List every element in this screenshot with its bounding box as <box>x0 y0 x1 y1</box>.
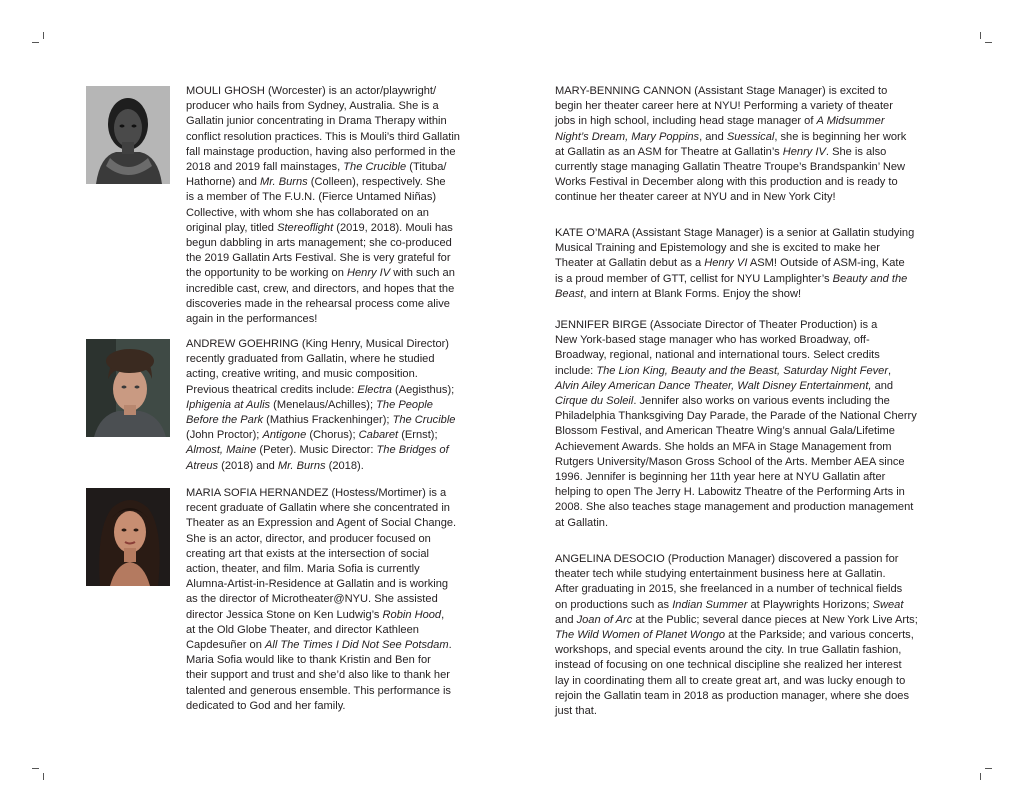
italic-title: Cirque du Soleil <box>555 395 634 408</box>
bio-text: incredible cast, crew, and directors, and hopes that the <box>186 282 455 295</box>
headshot-maria-sofia-hernandez <box>86 488 170 586</box>
italic-title: The Crucible <box>392 414 456 427</box>
crop-mark <box>985 768 992 769</box>
italic-title: Suessical <box>726 130 775 143</box>
crop-mark <box>980 773 981 780</box>
crop-mark <box>980 32 981 39</box>
bio-text: MARY-BENNING CANNON (Assistant Stage Manager) is excited to <box>555 85 888 97</box>
italic-title: Before the Park <box>186 414 264 427</box>
bio-text: ANDREW GOEHRING (King Henry, Musical Director) <box>186 338 449 350</box>
bio-text: . She is also <box>825 145 887 158</box>
bio-text: theater tech while studying entertainment business here at Gallatin. <box>555 568 886 581</box>
bio-text: ANGELINA DESOCIO (Production Manager) discovered a passion for <box>555 553 899 565</box>
italic-title: The Wild Women of Planet Wongo <box>555 629 726 642</box>
crop-mark <box>32 42 39 43</box>
bio-text: the 2019 Gallatin Arts Festival. She is very grateful for <box>186 252 451 265</box>
bio-text: include: <box>555 364 597 377</box>
italic-title: Stereoflight <box>277 221 334 234</box>
italic-title: Almost, Maine <box>186 444 257 457</box>
italic-title: Henry IV <box>346 267 391 280</box>
bio-text: as the director of Microtheater@NYU. She assisted <box>186 593 438 606</box>
crop-mark <box>43 773 44 780</box>
bio-text: KATE O’MARA (Assistant Stage Manager) is a senior at Gallatin studying <box>555 227 915 239</box>
bio-text: (Ernst); <box>398 429 438 442</box>
headshot-mouli-ghosh <box>86 86 170 184</box>
bio-text: Capdesuñer on <box>186 639 265 652</box>
bio-text: is a proud member of GTT, cellist for NYU Lamplighter’s <box>555 272 833 285</box>
bio-text: helping to open The Jerry H. Labowitz Theatre of the Performing Arts in <box>555 486 905 499</box>
bio-text: Alumna-Artist-in-Residence at Gallatin and is working <box>186 578 449 591</box>
bio-text: She is an actor, director, and producer focused on <box>186 532 431 545</box>
bio-text: recently graduated from Gallatin, where he studied <box>186 353 435 366</box>
bio-text: dedicated to God and her family. <box>186 699 346 712</box>
bio-text: (Menelaus/Achilles); <box>270 398 377 411</box>
bio-text: creating art that exists at the intersection of social <box>186 547 429 560</box>
bio-text: Theater at Gallatin debut as a <box>555 257 705 270</box>
bio-text: at Gallatin. <box>555 516 609 529</box>
bio-text: at the Old Globe Theater, and director Kathleen <box>186 623 419 636</box>
bio-text: JENNIFER BIRGE (Associate Director of Theater Production) is a <box>555 319 878 331</box>
bio-text: Collective, with whom she has collaborated on an <box>186 206 429 219</box>
bio-text: director Jessica Stone on Ken Ludwig’s <box>186 608 383 621</box>
bio-text: Rutgers University/Mason Gross School of the Arts. Member AEA since <box>555 455 905 468</box>
bio-text: again in the performances! <box>186 313 318 326</box>
bio-text: begin her theater career here at NYU! Performing a variety of theater <box>555 100 893 113</box>
bio-text: 1996. Jennifer is beginning her 11th year here at NYU Gallatin after <box>555 471 886 484</box>
bio-text: workshops, and special events around the city. In true Gallatin fashion, <box>555 644 902 657</box>
bio-jennifer-birge <box>555 318 955 531</box>
crop-mark <box>985 42 992 43</box>
bio-text: (2018). <box>325 459 364 472</box>
bio-text: , and intern at Blank Forms. Enjoy the show! <box>583 287 802 300</box>
bio-text: After graduating in 2015, she freelanced in a number of technical fields <box>555 583 903 596</box>
bio-text: (Colleen), respectively. She <box>307 176 446 189</box>
bio-text: at the Parkside; and various concerts, <box>725 629 914 642</box>
italic-title: Mr. Burns <box>260 176 308 189</box>
bio-text: 2008. She also teaches stage management and production management <box>555 501 914 514</box>
italic-title: Electra <box>357 383 392 396</box>
bio-text: with such an <box>390 267 455 280</box>
bio-text: conflict resolution practices. This is Mouli’s third Gallatin <box>186 130 460 143</box>
bio-text: and <box>871 379 894 392</box>
bio-text: (John Proctor); <box>186 429 263 442</box>
bio-text: Previous theatrical credits include: <box>186 383 358 396</box>
bio-text: begun dabbling in arts management; she co-produced <box>186 237 452 250</box>
italic-title: Robin Hood <box>382 608 442 621</box>
bio-text: (Tituba/ <box>406 161 447 174</box>
bio-text: talented and generous ensemble. This performance is <box>186 684 451 697</box>
bio-text: Blossom Festival, and American Theatre Wing’s annual Gala/Lifetime <box>555 425 895 438</box>
bio-text: producer who hails from Sydney, Australia. She is a <box>186 100 439 113</box>
crop-mark <box>43 32 44 39</box>
bio-text: (2018) and <box>218 459 278 472</box>
italic-title: Joan of Arc <box>576 613 633 626</box>
italic-title: Cabaret <box>358 429 399 442</box>
bio-text: (Chorus); <box>306 429 359 442</box>
bio-text: just that. <box>555 705 597 718</box>
bio-text: MOULI GHOSH (Worcester) is an actor/playwright/ <box>186 85 437 97</box>
bio-text: Theater as an Expression and Agent of Social Change. <box>186 517 457 530</box>
bio-text: . <box>448 639 452 652</box>
bio-text: discoveries made in the rehearsal process come alive <box>186 297 450 310</box>
bio-text: , <box>888 364 892 377</box>
italic-title: Henry IV <box>782 145 826 158</box>
bio-text: currently stage managing Gallatin Theatre Troupe’s Brandspankin’ New <box>555 161 906 174</box>
bio-text: Hathorne) and <box>186 176 261 189</box>
bio-andrew-goehring <box>186 337 486 474</box>
italic-title: The Bridges of <box>376 444 449 457</box>
italic-title: Beast <box>555 287 584 300</box>
italic-title: Beauty and the <box>832 272 908 285</box>
bio-text: action, theater, and film. Maria Sofia is currently <box>186 563 420 576</box>
italic-title: Iphigenia at Aulis <box>186 398 271 411</box>
bio-text: recent graduate of Gallatin where she concentrated in <box>186 502 450 515</box>
italic-title: All The Times I Did Not See Potsdam <box>264 639 449 652</box>
bio-text: , she is beginning her work <box>774 130 907 143</box>
bio-text: fall mainstage production, having also performed in the <box>186 145 456 158</box>
italic-title: Henry VI <box>704 257 748 270</box>
bio-text: , and <box>699 130 727 143</box>
italic-title: A Midsummer <box>816 115 885 128</box>
crop-mark <box>32 768 39 769</box>
bio-text: New York-based stage manager who has worked Broadway, off- <box>555 334 870 347</box>
bio-text: and <box>555 613 577 626</box>
italic-title: Atreus <box>186 459 219 472</box>
bio-text: . Jennifer also works on various events including the <box>633 395 890 408</box>
bio-text: their support and trust and she’d also like to thank her <box>186 669 450 682</box>
bio-text: lay in coordinating them all to create great art, and was lucky enough to <box>555 674 906 687</box>
bio-maria-sofia-hernandez <box>186 486 486 714</box>
italic-title: The Crucible <box>343 161 407 174</box>
italic-title: Sweat <box>872 598 904 611</box>
bio-text: Works Festival in December along with this production and is ready to <box>555 176 898 189</box>
bio-text: rejoin the Gallatin team in 2018 as production manager, where she does <box>555 689 909 702</box>
bio-text: (Aegisthus); <box>391 383 455 396</box>
bio-text: ASM! Outside of ASM-ing, Kate <box>747 257 905 270</box>
italic-title: Night’s Dream, Mary Poppins <box>555 130 700 143</box>
headshot-andrew-goehring <box>86 339 170 437</box>
bio-text: 2018 and 2019 fall mainstages, <box>186 161 344 174</box>
bio-text: Broadway, regional, national and international tours. Select credits <box>555 349 880 362</box>
bio-text: at Playwrights Horizons; <box>747 598 873 611</box>
bio-text: is a member of The F.U.N. (Fierce Untamed Niñas) <box>186 191 437 204</box>
bio-text: continue her theater career at NYU and in New York City! <box>555 191 836 204</box>
bio-text: (Mathius Frackenhinger); <box>263 414 393 427</box>
italic-title: Indian Summer <box>672 598 748 611</box>
bio-kate-omara <box>555 226 955 302</box>
bio-text: jobs in high school, including head stage manager of <box>555 115 817 128</box>
bio-text: on productions such as <box>555 598 673 611</box>
bio-text: at Gallatin as an ASM for Theatre at Gallatin’s <box>555 145 783 158</box>
italic-title: Alvin Ailey American Dance Theater, Walt Disney Entertainment, <box>555 379 872 392</box>
bio-text: Philadelphia Thanksgiving Day Parade, the Parade of the National Cherry <box>555 410 917 423</box>
bio-text: at the Public; several dance pieces at New York Live Arts; <box>632 613 918 626</box>
bio-text: Musical Training and Epistemology and she is excited to make her <box>555 242 880 255</box>
bio-text: the opportunity to be working on <box>186 267 347 280</box>
bio-text: original play, titled <box>186 221 278 234</box>
bio-text: Achievement Awards. She holds an MFA in Stage Management from <box>555 440 892 453</box>
italic-title: The People <box>376 398 433 411</box>
bio-text: MARIA SOFIA HERNANDEZ (Hostess/Mortimer) is a <box>186 487 447 499</box>
bio-text: (Peter). Music Director: <box>256 444 377 457</box>
bio-text: acting, creative writing, and music composition. <box>186 368 418 381</box>
bio-text: instead of focusing on one technical discipline she realized her interest <box>555 659 902 672</box>
bio-text: Gallatin junior concentrating in Drama Therapy within <box>186 115 447 128</box>
italic-title: Antigone <box>262 429 307 442</box>
bio-text: Maria Sofia would like to thank Kristin and Ben for <box>186 654 431 667</box>
italic-title: Mr. Burns <box>277 459 326 472</box>
bio-mary-benning-cannon <box>555 84 955 206</box>
bio-text: (2019, 2018). Mouli has <box>333 221 453 234</box>
bio-mouli-ghosh <box>186 84 486 327</box>
italic-title: The Lion King, Beauty and the Beast, Saturday Night Fever <box>596 364 889 377</box>
bio-angelina-desocio <box>555 552 955 719</box>
bio-text: , <box>441 608 445 621</box>
